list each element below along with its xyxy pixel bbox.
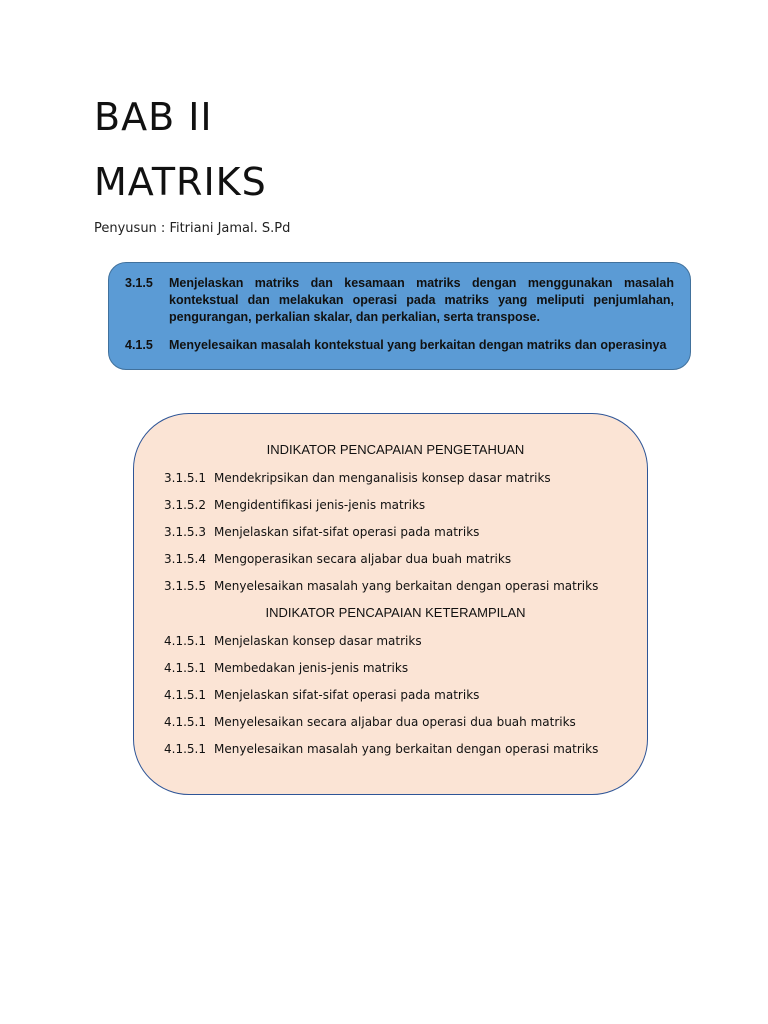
indikator-text: Menyelesaikan masalah yang berkaitan dengan operasi matriks — [214, 742, 599, 756]
list-item — [164, 523, 627, 541]
list-item — [164, 550, 627, 568]
list-item — [164, 713, 627, 731]
indikator-code: 3.1.5.5 — [164, 579, 206, 593]
indikator-text: Mengoperasikan secara aljabar dua buah matriks — [214, 552, 512, 566]
author-line: Penyusun : Fitriani Jamal. S.Pd — [94, 221, 291, 236]
indikator-pengetahuan-list — [164, 469, 627, 595]
indikator-code: 3.1.5.2 — [164, 498, 206, 512]
indikator-text: Mengidentifikasi jenis-jenis matriks — [214, 498, 426, 512]
kompetensi-item — [125, 337, 674, 354]
kompetensi-dasar-box — [108, 262, 691, 370]
indikator-box — [133, 413, 648, 795]
indikator-code: 4.1.5.1 — [164, 742, 206, 756]
chapter-subject: MATRIKS — [94, 160, 267, 204]
indikator-keterampilan-list — [164, 632, 627, 758]
kompetensi-code: 3.1.5 — [125, 276, 153, 290]
indikator-text: Menyelesaikan masalah yang berkaitan dengan operasi matriks — [214, 579, 599, 593]
indikator-code: 3.1.5.3 — [164, 525, 206, 539]
indikator-keterampilan-heading: INDIKATOR PENCAPAIAN KETERAMPILAN — [265, 605, 526, 620]
indikator-text: Menjelaskan sifat-sifat operasi pada matriks — [214, 525, 480, 539]
list-item — [164, 577, 627, 595]
indikator-code: 3.1.5.1 — [164, 471, 206, 485]
list-item — [164, 632, 627, 650]
indikator-code: 4.1.5.1 — [164, 715, 206, 729]
indikator-code: 4.1.5.1 — [164, 661, 206, 675]
list-item — [164, 496, 627, 514]
indikator-text: Mendekripsikan dan menganalisis konsep dasar matriks — [214, 471, 551, 485]
indikator-text: Menyelesaikan secara aljabar dua operasi dua buah matriks — [214, 715, 576, 729]
indikator-code: 3.1.5.4 — [164, 552, 206, 566]
indikator-pengetahuan-heading: INDIKATOR PENCAPAIAN PENGETAHUAN — [266, 442, 525, 457]
indikator-text: Menjelaskan konsep dasar matriks — [214, 634, 422, 648]
indikator-keterampilan-section — [164, 604, 627, 758]
indikator-text: Membedakan jenis-jenis matriks — [214, 661, 409, 675]
list-item — [164, 659, 627, 677]
chapter-title: BAB II — [94, 95, 213, 139]
list-item — [164, 740, 627, 758]
list-item — [164, 686, 627, 704]
indikator-pengetahuan-section — [164, 441, 627, 595]
indikator-text: Menjelaskan sifat-sifat operasi pada matriks — [214, 688, 480, 702]
list-item — [164, 469, 627, 487]
kompetensi-text: Menyelesaikan masalah kontekstual yang berkaitan dengan matriks dan operasinya — [169, 338, 667, 352]
indikator-code: 4.1.5.1 — [164, 688, 206, 702]
kompetensi-item — [125, 275, 674, 326]
kompetensi-text: Menjelaskan matriks dan kesamaan matriks dengan menggunakan masalah kontekstual dan melakukan operasi pada matriks yang meliputi penjumlahan, pengurangan, perkalian skalar, dan perkalian, serta transpose. — [169, 276, 674, 324]
indikator-code: 4.1.5.1 — [164, 634, 206, 648]
kompetensi-code: 4.1.5 — [125, 338, 153, 352]
